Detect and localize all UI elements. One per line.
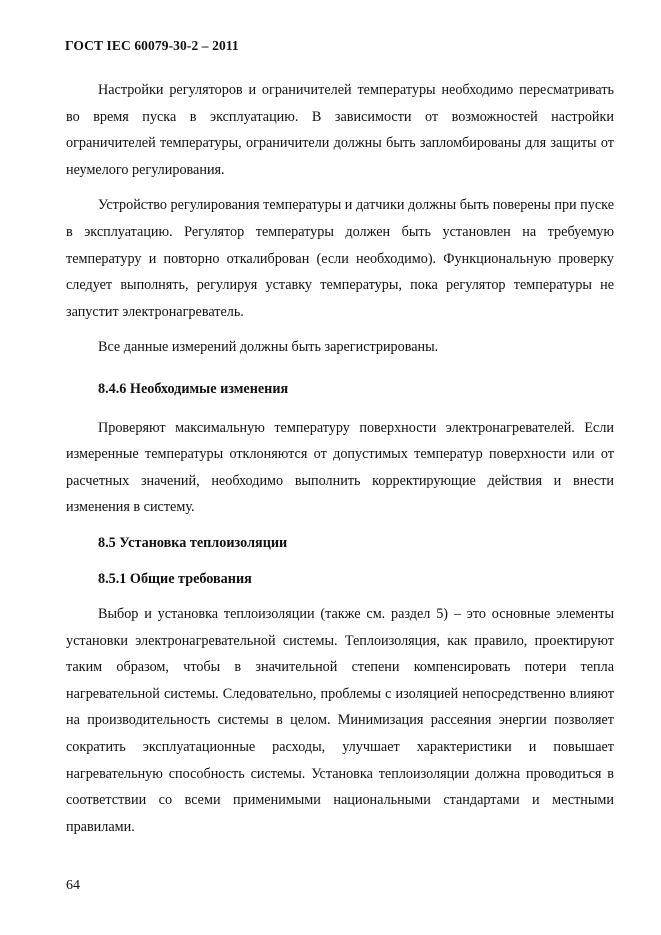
section-heading-8-5: 8.5 Установка теплоизоляции — [98, 534, 288, 551]
paragraph-thermal-insulation: Выбор и установка теплоизоляции (также см. раздел 5) – это основные элементы установки электронагревательной системы. Теплоизоляция, как правило, проектируют таким образом, чтобы в значительной степени компенсировать потери тепла нагревательной системы. Следовательно, проблемы с изоляцией непосредственно влияют на производительность системы в целом. Минимизация рассеяния энергии позволяет сократить эксплуатационные расходы, улучшает характеристики и повышает нагревательную способность системы. Установка теплоизоляции должна проводиться в соответствии со всеми применимыми национальными стандартами и местными правилами. — [66, 606, 614, 835]
paragraph-temperature-control: Устройство регулирования температуры и датчики должны быть поверены при пуске в эксплуатацию. Регулятор температуры должен быть установлен на требуемую температуру и повторно откалиброван (если необходимо). Функциональную проверку следует выполнять, регулируя уставку температуры, пока регулятор температуры не запустит электронагреватель. — [66, 197, 615, 320]
paragraph-measurement-records: Все данные измерений должны быть зарегистрированы. — [98, 339, 439, 356]
paragraph-temperature-limiters: Настройки регуляторов и ограничителей температуры необходимо пересматривать во время пуска в эксплуатацию. В зависимости от возможностей настройки ограничителей температуры, ограничители должны быть запломбированы для защиты от неумелого регулирования. — [66, 82, 614, 178]
page-number: 64 — [66, 878, 80, 893]
section-heading-8-5-1: 8.5.1 Общие требования — [98, 570, 252, 587]
document-body — [66, 77, 614, 840]
paragraph-surface-temperature: Проверяют максимальную температуру поверхности электронагревателей. Если измеренные температуры отклоняются от допустимых температур поверхности или от расчетных значений, необходимо выполнить корректирующие действия и внести изменения в систему. — [66, 419, 614, 516]
section-heading-8-4-6: 8.4.6 Необходимые изменения — [98, 380, 289, 397]
document-header: ГОСТ IEC 60079-30-2 – 2011 — [65, 38, 239, 53]
